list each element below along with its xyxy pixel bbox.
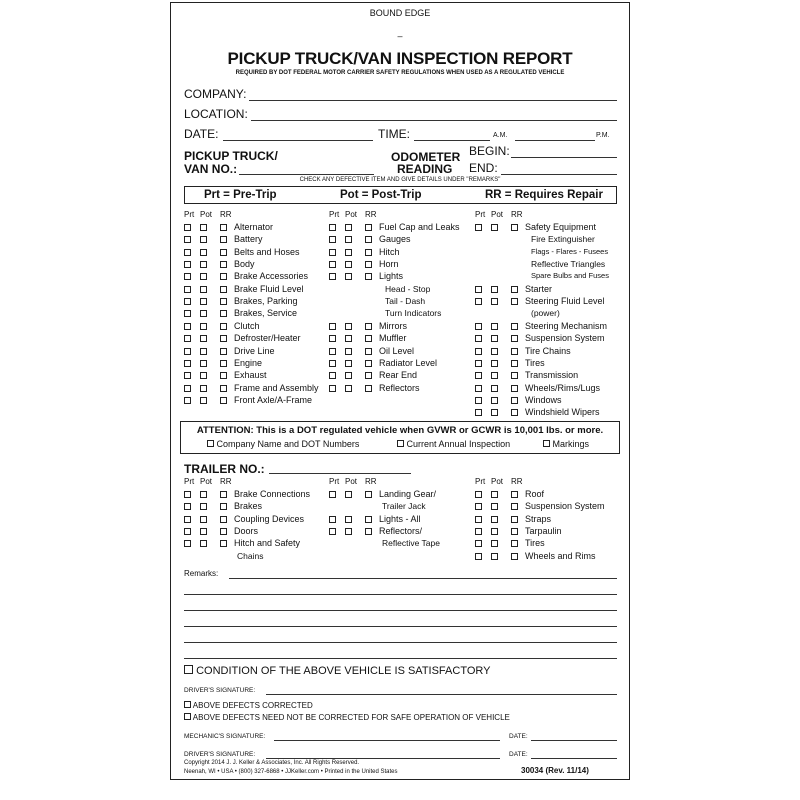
checkbox[interactable] [511, 553, 518, 560]
checkbox[interactable] [220, 236, 227, 243]
checkbox[interactable] [475, 286, 482, 293]
checkbox[interactable] [200, 372, 207, 379]
odometer-label-line1: ODOMETER [391, 150, 461, 164]
item-label: Lights [379, 271, 404, 282]
attention-text: ATTENTION: This is a DOT regulated vehicle when GVWR or GCWR is 10,001 lbs. or more. [196, 425, 604, 436]
checkbox[interactable] [184, 236, 191, 243]
checkbox[interactable] [184, 528, 191, 535]
column-head-rr: RR [511, 477, 523, 486]
remarks-line[interactable] [184, 610, 617, 611]
item-label: Brake Accessories [234, 271, 309, 282]
checkbox[interactable] [200, 360, 207, 367]
item-label: Muffler [379, 333, 407, 344]
checkbox[interactable] [475, 409, 482, 416]
checkbox[interactable] [200, 224, 207, 231]
company-label: COMPANY: [184, 87, 247, 101]
checkbox[interactable] [200, 249, 207, 256]
driver2-date-label: DATE: [509, 751, 528, 758]
copyright-text: Copyright 2014 J. J. Keller & Associates, Inc. All Rights Reserved. [184, 760, 360, 766]
pickup-label-line1: PICKUP TRUCK/ [184, 149, 278, 163]
checkbox[interactable] [365, 372, 372, 379]
checkbox[interactable] [475, 553, 482, 560]
checkbox[interactable] [329, 491, 336, 498]
checkbox[interactable] [365, 360, 372, 367]
item-label: Brakes, Service [234, 308, 298, 319]
checkbox[interactable] [200, 516, 207, 523]
checkbox[interactable] [220, 397, 227, 404]
checkbox[interactable] [511, 409, 518, 416]
item-label: Brakes [234, 501, 263, 512]
column-head-rr: RR [220, 477, 232, 486]
time-start-field[interactable] [414, 140, 490, 141]
item-label: Steering Fluid Level [525, 296, 605, 307]
form-title: PICKUP TRUCK/VAN INSPECTION REPORT [227, 49, 573, 68]
checkbox[interactable] [475, 323, 482, 330]
checkbox[interactable] [220, 273, 227, 280]
checkbox[interactable] [184, 503, 191, 510]
checkbox[interactable] [491, 491, 498, 498]
item-label: Alternator [234, 222, 274, 232]
remarks-label: Remarks: [184, 569, 219, 578]
checkbox[interactable] [491, 553, 498, 560]
item-label: Hitch [379, 246, 400, 257]
column-head-pot: Pot [200, 477, 213, 486]
checkbox[interactable] [200, 298, 207, 305]
checkbox[interactable] [200, 503, 207, 510]
checkbox[interactable] [365, 249, 372, 256]
checkbox[interactable] [184, 286, 191, 293]
item-label: Tire Chains [525, 345, 571, 356]
item-label: Steering Mechanism [525, 320, 608, 331]
checkbox[interactable] [511, 372, 518, 379]
column-head-pot: Pot [491, 210, 504, 219]
checkbox[interactable] [511, 348, 518, 355]
address-text: Neenah, WI • USA • (800) 327-6868 • JJKeller.com • Printed in the United States [184, 769, 398, 775]
checkbox[interactable] [491, 385, 498, 392]
item-label: Exhaust [234, 370, 267, 381]
legend-pot: Pot = Post-Trip [340, 189, 422, 201]
checkbox[interactable] [365, 348, 372, 355]
column-head-prt: Prt [329, 210, 340, 219]
mechanic-signature-field[interactable] [274, 740, 500, 741]
item-label: Wheels and Rims [525, 550, 596, 561]
item-label: Brakes, Parking [234, 296, 298, 307]
checkbox[interactable] [345, 516, 352, 523]
remarks-line[interactable] [229, 578, 617, 579]
column-head-rr: RR [220, 210, 232, 219]
checkbox[interactable] [345, 249, 352, 256]
item-label: Reflectors/ [379, 526, 423, 537]
checkbox[interactable] [345, 335, 352, 342]
date-field[interactable] [223, 140, 373, 141]
checkbox[interactable] [184, 298, 191, 305]
checkbox[interactable] [491, 528, 498, 535]
column-head-prt: Prt [184, 210, 195, 219]
checkbox[interactable] [200, 261, 207, 268]
company-field[interactable] [249, 100, 617, 101]
checkbox[interactable] [200, 335, 207, 342]
checkbox[interactable] [475, 348, 482, 355]
checkbox[interactable] [220, 310, 227, 317]
checkbox[interactable] [365, 236, 372, 243]
item-label: Defroster/Heater [234, 333, 301, 344]
checkbox[interactable] [511, 286, 518, 293]
item-label: Front Axle/A-Frame [234, 394, 313, 405]
checkbox[interactable] [511, 335, 518, 342]
checkbox[interactable] [491, 516, 498, 523]
sub-item-label: (power) [531, 308, 560, 319]
checkbox[interactable] [491, 286, 498, 293]
driver-signature-field[interactable] [266, 694, 617, 695]
remarks-line[interactable] [184, 642, 617, 643]
item-label: Brake Connections [234, 489, 311, 499]
attention-box [180, 421, 620, 454]
checkbox[interactable] [220, 335, 227, 342]
checkbox[interactable] [511, 360, 518, 367]
form-subtitle: REQUIRED BY DOT FEDERAL MOTOR CARRIER SAFETY REGULATIONS WHEN USED AS A REGULATED VEHICLE [235, 70, 565, 76]
checkbox[interactable] [491, 503, 498, 510]
am-label: A.M. [493, 132, 508, 139]
mechanic-signature-label: MECHANIC'S SIGNATURE: [184, 733, 266, 740]
form-number: 30034 (Rev. 11/14) [521, 766, 589, 775]
sub-item-label: Reflective Triangles [531, 259, 606, 270]
checkbox[interactable] [491, 348, 498, 355]
checkbox[interactable] [511, 528, 518, 535]
checkbox[interactable] [511, 503, 518, 510]
checkbox[interactable] [184, 713, 191, 720]
item-label: Safety Equipment [525, 222, 597, 232]
column-head-pot: Pot [491, 477, 504, 486]
item-label: Transmission [525, 370, 579, 381]
column-head-prt: Prt [475, 210, 486, 219]
item-label: Reflectors [379, 382, 420, 393]
checkbox[interactable] [200, 491, 207, 498]
checkbox[interactable] [475, 503, 482, 510]
checkbox[interactable] [345, 236, 352, 243]
mechanic-date-label: DATE: [509, 733, 528, 740]
checkbox[interactable] [511, 516, 518, 523]
remarks-line[interactable] [184, 658, 617, 659]
checkbox[interactable] [220, 224, 227, 231]
sub-item-label: Trailer Jack [382, 501, 426, 512]
item-label: Hitch and Safety [234, 538, 301, 549]
item-label: Roof [525, 489, 545, 499]
pm-label: P.M. [596, 132, 610, 139]
checkbox[interactable] [345, 273, 352, 280]
trailer-label: TRAILER NO.: [184, 462, 265, 476]
begin-label: BEGIN: [469, 144, 510, 158]
checkbox[interactable] [491, 397, 498, 404]
item-label: Starter [525, 283, 553, 294]
checkbox[interactable] [365, 491, 372, 498]
checkbox[interactable] [200, 348, 207, 355]
column-head-pot: Pot [200, 210, 213, 219]
checkbox[interactable] [220, 348, 227, 355]
item-label: Mirrors [379, 320, 407, 331]
column-head-rr: RR [365, 477, 377, 486]
checkbox[interactable] [184, 224, 191, 231]
item-label: Fuel Cap and Leaks [379, 222, 460, 232]
checkbox[interactable] [365, 335, 372, 342]
date-label: DATE: [184, 127, 219, 141]
checkbox[interactable] [511, 491, 518, 498]
column-head-prt: Prt [475, 477, 486, 486]
checkbox[interactable] [207, 440, 214, 447]
item-label: Oil Level [379, 345, 415, 356]
checkbox[interactable] [184, 385, 191, 392]
item-label: Suspension System [525, 501, 605, 512]
checkbox[interactable] [329, 385, 336, 392]
defects-not-needed-option[interactable]: ABOVE DEFECTS NEED NOT BE CORRECTED FOR SAFE OPERATION OF VEHICLE [184, 713, 510, 722]
checkbox[interactable] [365, 261, 372, 268]
driver2-signature-field[interactable] [266, 758, 500, 759]
checkbox[interactable] [511, 323, 518, 330]
checkbox[interactable] [329, 528, 336, 535]
sub-item-label: Fire Extinguisher [531, 234, 595, 245]
checkbox[interactable] [220, 372, 227, 379]
checkbox[interactable] [220, 360, 227, 367]
checkbox[interactable] [200, 236, 207, 243]
checkbox[interactable] [511, 298, 518, 305]
checkbox[interactable] [345, 385, 352, 392]
column-head-prt: Prt [184, 477, 195, 486]
checkbox[interactable] [184, 261, 191, 268]
checkbox[interactable] [329, 261, 336, 268]
checkbox[interactable] [184, 323, 191, 330]
checkbox[interactable] [475, 385, 482, 392]
checkbox[interactable] [184, 540, 191, 547]
item-label: Windows [525, 394, 562, 405]
item-label: Rear End [379, 370, 418, 381]
checkbox[interactable] [345, 372, 352, 379]
item-label: Tires [525, 357, 545, 368]
driver2-signature-label: DRIVER'S SIGNATURE: [184, 751, 256, 758]
checkbox[interactable] [365, 385, 372, 392]
location-label: LOCATION: [184, 107, 248, 121]
bound-edge-label: BOUND EDGE [369, 8, 431, 18]
checkbox[interactable] [345, 224, 352, 231]
item-label: Horn [379, 259, 399, 270]
checkbox[interactable] [365, 528, 372, 535]
end-label: END: [469, 161, 498, 175]
checkbox[interactable] [220, 261, 227, 268]
column-head-rr: RR [511, 210, 523, 219]
checkbox[interactable] [475, 397, 482, 404]
checkbox[interactable] [475, 528, 482, 535]
sub-item-label: Turn Indicators [385, 308, 442, 319]
checkbox[interactable] [475, 335, 482, 342]
checkbox[interactable] [220, 516, 227, 523]
checkbox[interactable] [200, 310, 207, 317]
item-label: Gauges [379, 234, 411, 245]
checkbox[interactable] [220, 323, 227, 330]
item-label: Doors [234, 526, 259, 537]
item-label: Wheels/Rims/Lugs [525, 382, 601, 393]
checkbox[interactable] [491, 298, 498, 305]
item-label: Landing Gear/ [379, 489, 437, 499]
item-label: Windshield Wipers [525, 407, 600, 418]
odometer-begin-field[interactable] [511, 157, 617, 158]
defects-corrected-option[interactable]: ABOVE DEFECTS CORRECTED [184, 701, 313, 710]
checkbox[interactable] [220, 286, 227, 293]
checkbox[interactable] [475, 224, 482, 231]
checkbox[interactable] [329, 236, 336, 243]
checkbox[interactable] [184, 665, 193, 674]
checkbox[interactable] [511, 224, 518, 231]
pickup-number-field[interactable] [239, 174, 374, 175]
driver-signature-label: DRIVER'S SIGNATURE: [184, 687, 256, 694]
checkbox[interactable] [491, 224, 498, 231]
checkbox[interactable] [200, 528, 207, 535]
mechanic-date-field[interactable] [531, 740, 617, 741]
item-label: Clutch [234, 320, 260, 331]
sub-item-label: Tail - Dash [385, 296, 426, 307]
checkbox[interactable] [491, 409, 498, 416]
checkbox[interactable] [365, 516, 372, 523]
checkbox[interactable] [200, 323, 207, 330]
checkbox[interactable] [475, 540, 482, 547]
column-head-prt: Prt [329, 477, 340, 486]
checkbox[interactable] [329, 372, 336, 379]
legend-rr: RR = Requires Repair [485, 189, 603, 201]
checkbox[interactable] [365, 323, 372, 330]
checkbox[interactable] [200, 397, 207, 404]
checkbox[interactable] [491, 540, 498, 547]
item-label: Body [234, 259, 255, 270]
driver2-date-field[interactable] [531, 758, 617, 759]
inspection-report-form [170, 2, 630, 780]
checkbox[interactable] [329, 224, 336, 231]
item-label: Radiator Level [379, 357, 438, 368]
item-label: Lights - All [379, 513, 421, 524]
checkbox[interactable] [345, 491, 352, 498]
checkbox[interactable] [220, 298, 227, 305]
checkbox[interactable] [184, 360, 191, 367]
checkbox[interactable] [397, 440, 404, 447]
checkbox[interactable] [184, 249, 191, 256]
item-label: Tires [525, 538, 545, 549]
checkbox[interactable] [220, 385, 227, 392]
odometer-end-field[interactable] [501, 174, 617, 175]
condition-satisfactory[interactable]: CONDITION OF THE ABOVE VEHICLE IS SATISFACTORY [184, 665, 490, 677]
separator-dash: – [397, 31, 403, 41]
sub-item-label: Reflective Tape [382, 538, 440, 549]
checkbox[interactable] [345, 528, 352, 535]
checkbox[interactable] [491, 360, 498, 367]
checkbox[interactable] [184, 491, 191, 498]
item-label: Frame and Assembly [234, 382, 319, 393]
item-label: Straps [525, 513, 552, 524]
checkbox[interactable] [329, 516, 336, 523]
remarks-line[interactable] [184, 626, 617, 627]
checkbox[interactable] [329, 249, 336, 256]
odometer-label-line2: READING [397, 162, 453, 176]
item-label: Battery [234, 234, 263, 245]
checkbox[interactable] [200, 273, 207, 280]
attention-option-inspection[interactable]: Current Annual Inspection [397, 439, 510, 449]
pickup-label-line2: VAN NO.: [184, 162, 238, 176]
location-field[interactable] [251, 120, 617, 121]
checkbox[interactable] [200, 540, 207, 547]
item-label: Suspension System [525, 333, 605, 344]
checkbox[interactable] [345, 261, 352, 268]
attention-option-company[interactable]: Company Name and DOT Numbers [207, 439, 359, 449]
sub-item-label: Head - Stop [385, 283, 431, 294]
time-label: TIME: [378, 127, 410, 141]
checkbox[interactable] [475, 298, 482, 305]
checkbox[interactable] [200, 286, 207, 293]
checkbox[interactable] [511, 397, 518, 404]
checkbox[interactable] [220, 503, 227, 510]
time-end-field[interactable] [515, 140, 595, 141]
checkbox[interactable] [345, 323, 352, 330]
checkbox[interactable] [329, 273, 336, 280]
checkbox[interactable] [365, 224, 372, 231]
checkbox[interactable] [200, 385, 207, 392]
checkbox[interactable] [329, 323, 336, 330]
checkbox[interactable] [475, 360, 482, 367]
column-head-pot: Pot [345, 210, 358, 219]
check-note: CHECK ANY DEFECTIVE ITEM AND GIVE DETAILS UNDER "REMARKS" [299, 177, 501, 183]
checkbox[interactable] [475, 516, 482, 523]
checkbox[interactable] [511, 540, 518, 547]
checkbox[interactable] [345, 348, 352, 355]
item-label: Drive Line [234, 345, 275, 356]
checkbox[interactable] [329, 335, 336, 342]
item-label: Coupling Devices [234, 513, 305, 524]
checkbox[interactable] [491, 335, 498, 342]
sub-item-label: Spare Bulbs and Fuses [531, 271, 609, 281]
sub-item-label: Chains [237, 550, 264, 561]
checkbox[interactable] [184, 273, 191, 280]
checkbox[interactable] [475, 491, 482, 498]
checkbox[interactable] [184, 397, 191, 404]
item-label: Brake Fluid Level [234, 283, 304, 294]
column-head-pot: Pot [345, 477, 358, 486]
attention-option-markings[interactable]: Markings [543, 439, 589, 449]
checkbox[interactable] [184, 310, 191, 317]
trailer-number-field[interactable] [269, 473, 411, 474]
sub-item-label: Flags - Flares - Fusees [531, 246, 609, 256]
checkbox[interactable] [543, 440, 550, 447]
item-label: Belts and Hoses [234, 246, 300, 257]
checkbox[interactable] [475, 372, 482, 379]
checkbox[interactable] [491, 323, 498, 330]
item-label: Engine [234, 357, 263, 368]
legend-box [184, 186, 617, 204]
checkbox[interactable] [220, 491, 227, 498]
remarks-line[interactable] [184, 594, 617, 595]
checkbox[interactable] [491, 372, 498, 379]
checkbox[interactable] [184, 516, 191, 523]
checkbox[interactable] [220, 528, 227, 535]
checkbox[interactable] [329, 360, 336, 367]
checkbox[interactable] [365, 273, 372, 280]
checkbox[interactable] [220, 540, 227, 547]
legend-prt: Prt = Pre-Trip [204, 189, 277, 201]
checkbox[interactable] [184, 701, 191, 708]
checkbox[interactable] [184, 372, 191, 379]
checkbox[interactable] [184, 348, 191, 355]
checkbox[interactable] [511, 385, 518, 392]
checkbox[interactable] [184, 335, 191, 342]
item-label: Tarpaulin [525, 526, 562, 537]
checkbox[interactable] [345, 360, 352, 367]
checkbox[interactable] [329, 348, 336, 355]
column-head-rr: RR [365, 210, 377, 219]
checkbox[interactable] [220, 249, 227, 256]
